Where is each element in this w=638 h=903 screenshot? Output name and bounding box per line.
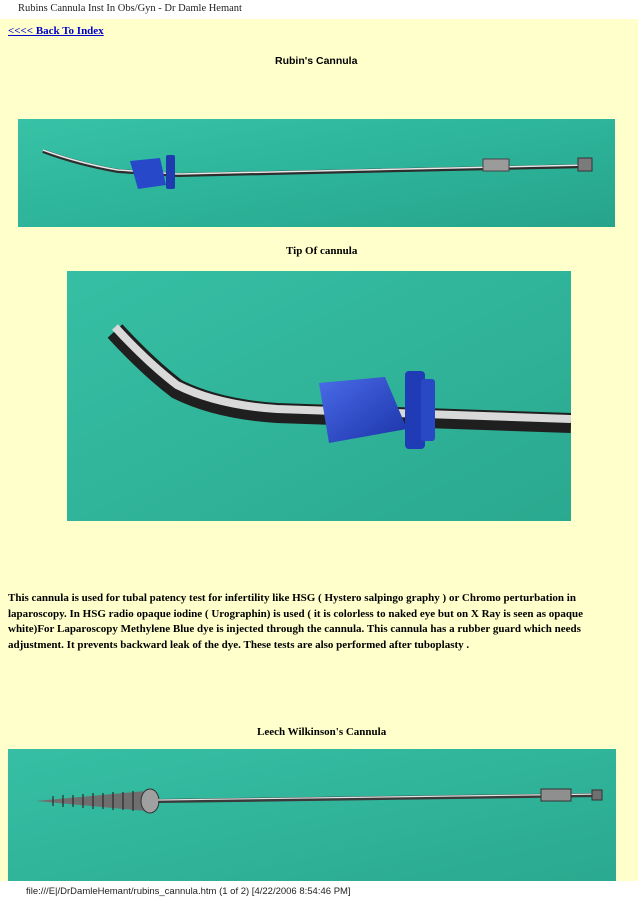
leech-wilkinson-caption: Leech Wilkinson's Cannula <box>257 726 387 738</box>
tip-of-cannula-caption: Tip Of cannula <box>286 245 358 257</box>
page-content <box>0 19 638 881</box>
browser-print-header <box>0 0 638 19</box>
leech-wilkinson-cannula-image <box>8 749 616 884</box>
cannula-tip-image <box>67 271 571 521</box>
browser-print-footer <box>0 881 638 903</box>
rubins-cannula-photo <box>18 119 615 227</box>
page-title: Rubins Cannula Inst In Obs/Gyn - Dr Damle Hemant <box>18 3 242 14</box>
rubins-cannula-caption: Rubin's Cannula <box>275 55 358 67</box>
rubins-cannula-image <box>18 119 615 227</box>
file-path: file:///E|/DrDamleHemant/rubins_cannula.htm (1 of 2) [4/22/2006 8:54:46 PM] <box>26 886 351 897</box>
leech-wilkinson-cannula-photo <box>8 749 616 884</box>
cannula-tip-photo <box>67 271 571 521</box>
back-to-index-link[interactable]: <<<< Back To Index <box>8 25 104 37</box>
cannula-description: This cannula is used for tubal patency test for infertility like HSG ( Hystero salpingo graphy ) or Chromo perturbation in laparoscopy. In HSG radio opaque iodine ( Urographin) is used ( it is colorless to naked eye but on X Ray is seen as opaque white)For Laparoscopy Methylene Blue dye is injected through the cannula. This cannula has a rubber guard which needs adjustment. It prevents backward leak of the dye. These tests are also performed after tuboplasty . <box>8 592 584 651</box>
